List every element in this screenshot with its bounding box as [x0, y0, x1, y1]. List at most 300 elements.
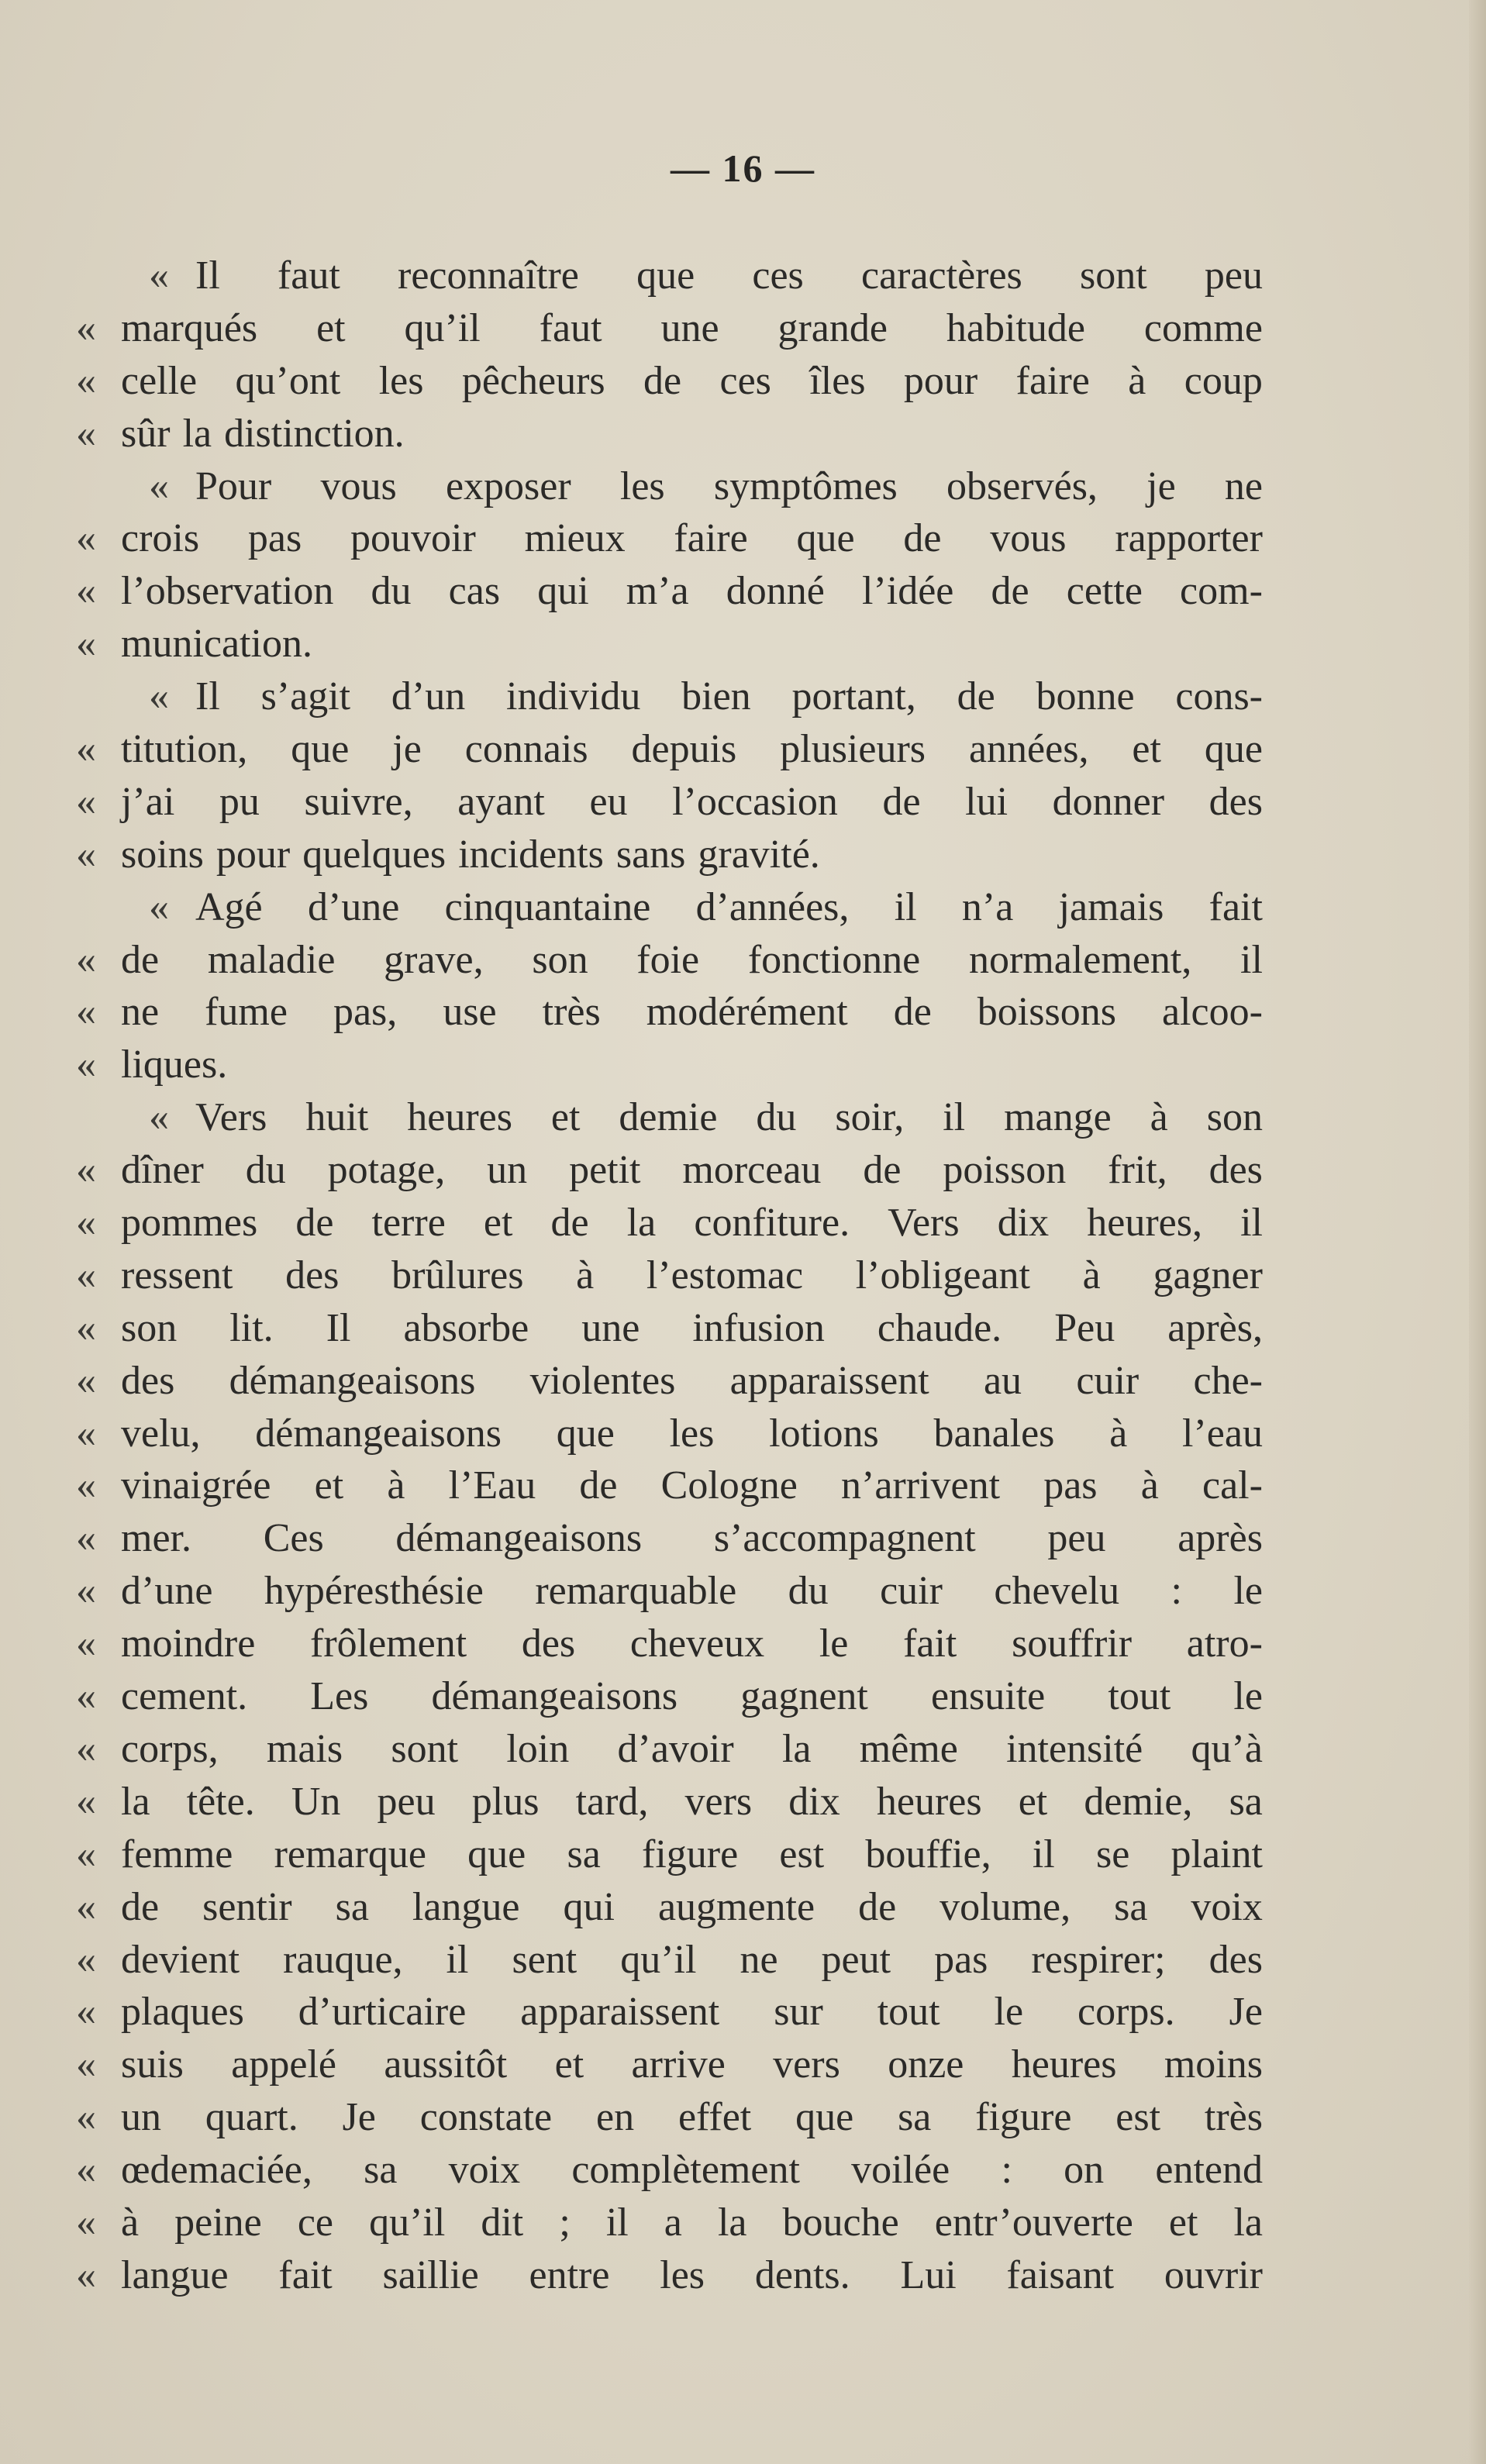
word: chaude. — [877, 1305, 1002, 1350]
word: onze — [888, 2042, 964, 2087]
word: l’obligeant — [855, 1253, 1030, 1297]
word: est — [779, 1832, 825, 1876]
word: je — [392, 727, 422, 772]
word: n’a — [961, 884, 1014, 929]
line-text — [121, 618, 1263, 670]
quote-mark: « — [76, 1411, 96, 1456]
word: faire — [1015, 358, 1090, 403]
word: en — [595, 2095, 635, 2140]
line-text — [121, 408, 1263, 460]
line-text — [121, 355, 1263, 408]
word: Vers — [888, 1201, 960, 1246]
word: Il — [195, 253, 220, 298]
line-text — [121, 1934, 1263, 1987]
word: mais — [266, 1726, 343, 1771]
word: s’agit — [260, 674, 351, 719]
word: langue — [412, 1884, 520, 1929]
word: dix — [788, 1779, 840, 1824]
word: suivre, — [304, 779, 413, 824]
word: que — [1204, 727, 1263, 772]
line-text — [121, 1670, 1263, 1723]
word: arrive — [631, 2042, 726, 2087]
text-line — [121, 250, 1263, 302]
opening-quote-mark: « — [149, 884, 169, 929]
word: se — [1095, 1832, 1130, 1876]
word: gagner — [1153, 1253, 1263, 1297]
word: Je — [1229, 1990, 1263, 2035]
word: son — [1206, 1095, 1263, 1140]
word: des — [1208, 1937, 1263, 1982]
word: pu — [219, 779, 260, 824]
word: pommes — [121, 1201, 258, 1246]
quote-mark: « — [76, 1990, 96, 2035]
word: les — [378, 358, 424, 403]
line-text — [121, 1565, 1263, 1618]
word: vinaigrée — [121, 1463, 271, 1508]
word: eu — [589, 779, 628, 824]
word: démangeaisons — [229, 1358, 476, 1403]
word: corps, — [121, 1726, 219, 1771]
word: fait — [1208, 884, 1263, 929]
word: moindre — [121, 1621, 256, 1666]
word: peu — [1047, 1516, 1106, 1561]
line-text — [121, 829, 1263, 881]
word: figure — [642, 1832, 739, 1876]
word: et — [1132, 727, 1161, 772]
word: ne — [740, 1937, 778, 1982]
line-text — [121, 1828, 1263, 1881]
word: la — [781, 1726, 812, 1771]
word: apparaissent — [729, 1358, 929, 1403]
line-text — [121, 1355, 1263, 1408]
word: incidents — [458, 832, 604, 877]
word: exposer — [445, 464, 571, 508]
quote-mark: « — [76, 1621, 96, 1666]
word: Un — [291, 1779, 341, 1824]
text-line — [76, 1144, 1263, 1197]
word: com- — [1180, 569, 1263, 614]
word: plaques — [121, 1990, 244, 2035]
word: caractères — [860, 253, 1022, 298]
word: la — [1233, 2200, 1263, 2245]
word: observés, — [946, 464, 1098, 508]
word: bonne — [1036, 674, 1135, 719]
word: plusieurs — [780, 727, 926, 772]
word: peut — [821, 1937, 891, 1982]
line-text — [121, 1302, 1263, 1355]
word: grande — [777, 305, 888, 350]
text-line — [76, 1934, 1263, 1987]
word: dents. — [754, 2252, 850, 2297]
word: un — [487, 1148, 528, 1193]
word: femme — [121, 1832, 233, 1876]
text-line — [121, 881, 1263, 934]
word: munication. — [121, 622, 312, 667]
word: d’années, — [695, 884, 850, 929]
word: suis — [121, 2042, 184, 2087]
word: ce — [297, 2200, 333, 2245]
word: saillie — [382, 2252, 479, 2297]
word: fait — [278, 2252, 333, 2297]
word: est — [1115, 2095, 1161, 2140]
word: années, — [968, 727, 1089, 772]
word: n’arrivent — [841, 1463, 1001, 1508]
word: mange — [1004, 1095, 1112, 1140]
word: à — [121, 2200, 140, 2245]
opening-quote-mark: « — [149, 464, 169, 508]
word: cuir — [1076, 1358, 1139, 1403]
text-line — [76, 565, 1263, 618]
word: à — [1150, 1095, 1168, 1140]
word: et — [316, 305, 346, 350]
line-text — [121, 1249, 1263, 1302]
line-text — [121, 1986, 1263, 2038]
word: d’une — [121, 1569, 213, 1614]
word: donné — [726, 569, 825, 614]
quote-mark: « — [76, 516, 96, 561]
word: connais — [464, 727, 588, 772]
opening-quote-mark: « — [149, 1095, 169, 1140]
word: celle — [121, 358, 198, 403]
word: vous — [320, 464, 397, 508]
word: que — [796, 516, 855, 561]
line-text — [195, 881, 1263, 934]
word: pas, — [333, 990, 398, 1035]
text-line — [76, 1197, 1263, 1249]
line-text — [121, 2038, 1263, 2091]
text-line — [76, 2091, 1263, 2144]
word: heures — [407, 1095, 512, 1140]
word: heures — [876, 1779, 982, 1824]
word: que — [795, 2095, 854, 2140]
word: devient — [121, 1937, 240, 1982]
text-line — [76, 723, 1263, 776]
word: cal- — [1202, 1463, 1263, 1508]
quote-mark: « — [76, 1937, 96, 1982]
text-line — [76, 1249, 1263, 1302]
word: œdemaciée, — [121, 2148, 312, 2193]
word: des — [1208, 779, 1263, 824]
line-text — [121, 1459, 1263, 1512]
quote-mark: « — [76, 832, 96, 877]
word: l’Eau — [448, 1463, 536, 1508]
word: cons- — [1175, 674, 1263, 719]
word: use — [443, 990, 497, 1035]
word: tard, — [575, 1779, 649, 1824]
word: le — [819, 1621, 849, 1666]
word: entend — [1155, 2148, 1263, 2193]
word: qui — [563, 1884, 615, 1929]
word: d’avoir — [617, 1726, 734, 1771]
word: normalement, — [968, 937, 1192, 982]
word: voix — [448, 2148, 521, 2193]
body-text — [76, 250, 1263, 2302]
word: démangeaisons — [255, 1411, 502, 1456]
word: heures — [1011, 2042, 1117, 2087]
word: les — [619, 464, 665, 508]
word: de — [643, 358, 682, 403]
word: che- — [1193, 1358, 1263, 1403]
word: remarque — [274, 1832, 426, 1876]
word: qu’ont — [235, 358, 341, 403]
word: la — [121, 1779, 150, 1824]
word: démangeaisons — [395, 1516, 643, 1561]
word: symptômes — [713, 464, 898, 508]
text-line — [76, 1986, 1263, 2038]
word: reconnaître — [398, 253, 579, 298]
word: que — [467, 1832, 526, 1876]
word: son — [121, 1305, 178, 1350]
quote-mark: « — [76, 2148, 96, 2193]
word: qu’il — [404, 305, 481, 350]
word: l’observation — [121, 569, 334, 614]
word: îles — [809, 358, 866, 403]
word: le — [1233, 1674, 1263, 1719]
quote-mark: « — [76, 569, 96, 614]
text-line — [76, 1723, 1263, 1776]
line-text — [195, 460, 1263, 513]
word: même — [859, 1726, 958, 1771]
quote-mark: « — [76, 1463, 96, 1508]
word: pas — [934, 1937, 988, 1982]
word: cette — [1066, 569, 1143, 614]
text-line — [76, 1512, 1263, 1565]
word: voilée — [851, 2148, 950, 2193]
word: on — [1064, 2148, 1105, 2193]
word: boissons — [977, 990, 1116, 1035]
word: Il — [326, 1305, 351, 1350]
word: l’estomac — [646, 1253, 804, 1297]
word: dîner — [121, 1148, 204, 1193]
word: que — [556, 1411, 615, 1456]
word: sa — [898, 2095, 932, 2140]
text-line — [76, 408, 1263, 460]
word: augmente — [657, 1884, 815, 1929]
word: aussitôt — [384, 2042, 508, 2087]
word: Peu — [1054, 1305, 1115, 1350]
word: morceau — [682, 1148, 822, 1193]
word: mer. — [121, 1516, 191, 1561]
word: faut — [277, 253, 340, 298]
quote-mark: « — [76, 1674, 96, 1719]
text-line — [76, 1039, 1263, 1091]
word: à — [576, 1253, 595, 1297]
text-line — [76, 2038, 1263, 2091]
word: il — [894, 884, 917, 929]
word: distinction. — [224, 411, 405, 456]
word: peu — [377, 1779, 436, 1824]
word: foie — [636, 937, 700, 982]
word: ouvrir — [1164, 2252, 1263, 2297]
word: entre — [529, 2252, 610, 2297]
word: après — [1177, 1516, 1263, 1561]
word: Agé — [195, 884, 263, 929]
word: qu’à — [1191, 1726, 1263, 1771]
line-text — [121, 2197, 1263, 2249]
word: hypéresthésie — [264, 1569, 484, 1614]
word: faut — [539, 305, 602, 350]
text-line — [76, 776, 1263, 829]
word: donner — [1052, 779, 1165, 824]
text-line — [76, 2249, 1263, 2302]
word: cuir — [880, 1569, 943, 1614]
text-line — [76, 1459, 1263, 1512]
word: des — [121, 1358, 175, 1403]
word: sont — [391, 1726, 459, 1771]
word: une — [660, 305, 719, 350]
word: apparaissent — [520, 1990, 720, 2035]
word: constate — [419, 2095, 553, 2140]
word: de — [893, 990, 932, 1035]
text-line — [76, 986, 1263, 1039]
quote-mark: « — [76, 1201, 96, 1246]
word: sent — [512, 1937, 578, 1982]
word: il — [446, 1937, 469, 1982]
word: de — [991, 569, 1029, 614]
word: sa — [335, 1884, 369, 1929]
text-line — [76, 2197, 1263, 2249]
line-text — [121, 1039, 1263, 1091]
word: ressent — [121, 1253, 233, 1297]
word: j’ai — [121, 779, 175, 824]
word: l’idée — [862, 569, 954, 614]
quote-mark: « — [76, 1253, 96, 1297]
quote-mark: « — [76, 1042, 96, 1087]
word: portant, — [791, 674, 916, 719]
word: des — [285, 1253, 340, 1297]
quote-mark: « — [76, 2252, 96, 2297]
quote-mark: « — [76, 1779, 96, 1824]
word: des — [1208, 1148, 1263, 1193]
word: volume, — [940, 1884, 1071, 1929]
word: grave, — [384, 937, 484, 982]
word: à — [1082, 1253, 1101, 1297]
word: pouvoir — [350, 516, 476, 561]
quote-mark: « — [76, 2200, 96, 2245]
word: plus — [471, 1779, 540, 1824]
word: à — [1140, 1463, 1159, 1508]
word: la — [717, 2200, 747, 2245]
word: ; — [559, 2200, 571, 2245]
line-text — [121, 1512, 1263, 1565]
line-text — [121, 986, 1263, 1039]
opening-quote-mark: « — [149, 253, 169, 298]
word: confiture. — [694, 1201, 850, 1246]
word: de — [858, 1884, 897, 1929]
word: de — [295, 1201, 334, 1246]
quote-mark: « — [76, 1358, 96, 1403]
quote-mark: « — [76, 2042, 96, 2087]
quote-mark: « — [76, 1884, 96, 1929]
word: s’accompagnent — [713, 1516, 976, 1561]
word: Ces — [263, 1516, 324, 1561]
text-line — [76, 1670, 1263, 1723]
line-text — [195, 1091, 1263, 1144]
quote-mark: « — [76, 305, 96, 350]
word: sa — [1229, 1779, 1263, 1824]
word: lit. — [229, 1305, 274, 1350]
word: tête. — [186, 1779, 255, 1824]
word: sentir — [202, 1884, 292, 1929]
text-line — [76, 512, 1263, 565]
word: une — [581, 1305, 640, 1350]
line-text — [121, 1881, 1263, 1934]
word: Lui — [900, 2252, 957, 2297]
word: ces — [719, 358, 771, 403]
word: chevelu — [994, 1569, 1120, 1614]
line-text — [121, 1197, 1263, 1249]
word: d’un — [391, 674, 466, 719]
word: effet — [677, 2095, 752, 2140]
word: fonctionne — [747, 937, 921, 982]
word: de — [550, 1201, 589, 1246]
text-line — [76, 355, 1263, 408]
word: pour — [215, 832, 291, 877]
word: infusion — [692, 1305, 825, 1350]
word: vers — [684, 1779, 753, 1824]
text-line — [76, 618, 1263, 670]
quote-mark: « — [76, 622, 96, 667]
word: appelé — [231, 2042, 336, 2087]
word: cheveux — [629, 1621, 765, 1666]
word: liques. — [121, 1042, 228, 1087]
word: lui — [965, 779, 1008, 824]
word: sa — [364, 2148, 398, 2193]
word: titution, — [121, 727, 248, 772]
word: mieux — [524, 516, 626, 561]
quote-mark: « — [76, 1832, 96, 1876]
word: lotions — [769, 1411, 879, 1456]
word: à — [1128, 358, 1146, 403]
word: frit, — [1108, 1148, 1167, 1193]
text-line — [121, 670, 1263, 723]
word: poisson — [943, 1148, 1067, 1193]
quote-mark: « — [76, 1726, 96, 1771]
word: de — [882, 779, 921, 824]
word: jamais — [1058, 884, 1164, 929]
text-line — [76, 2144, 1263, 2197]
text-line — [76, 1618, 1263, 1670]
word: du — [245, 1148, 286, 1193]
page-edge — [1469, 0, 1486, 2464]
word: m’a — [626, 569, 689, 614]
word: il — [1240, 937, 1263, 982]
word: terre — [371, 1201, 446, 1246]
text-line — [76, 1828, 1263, 1881]
line-text — [121, 2091, 1263, 2144]
word: du — [756, 1095, 797, 1140]
word: après, — [1167, 1305, 1263, 1350]
word: respirer; — [1031, 1937, 1166, 1982]
quote-mark: « — [76, 779, 96, 824]
word: vous — [990, 516, 1067, 561]
word: de — [579, 1463, 618, 1508]
word: soir, — [835, 1095, 905, 1140]
quote-mark: « — [76, 1148, 96, 1193]
word: pêcheurs — [461, 358, 605, 403]
word: du — [788, 1569, 829, 1614]
word: il — [1240, 1201, 1263, 1246]
word: : — [1001, 2148, 1012, 2193]
word: petit — [569, 1148, 641, 1193]
word: un — [121, 2095, 161, 2140]
opening-quote-mark: « — [149, 674, 169, 719]
word: pas — [1043, 1463, 1098, 1508]
quote-mark: « — [76, 1569, 96, 1614]
line-text — [121, 776, 1263, 829]
word: quart. — [205, 2095, 298, 2140]
quote-mark: « — [76, 358, 96, 403]
